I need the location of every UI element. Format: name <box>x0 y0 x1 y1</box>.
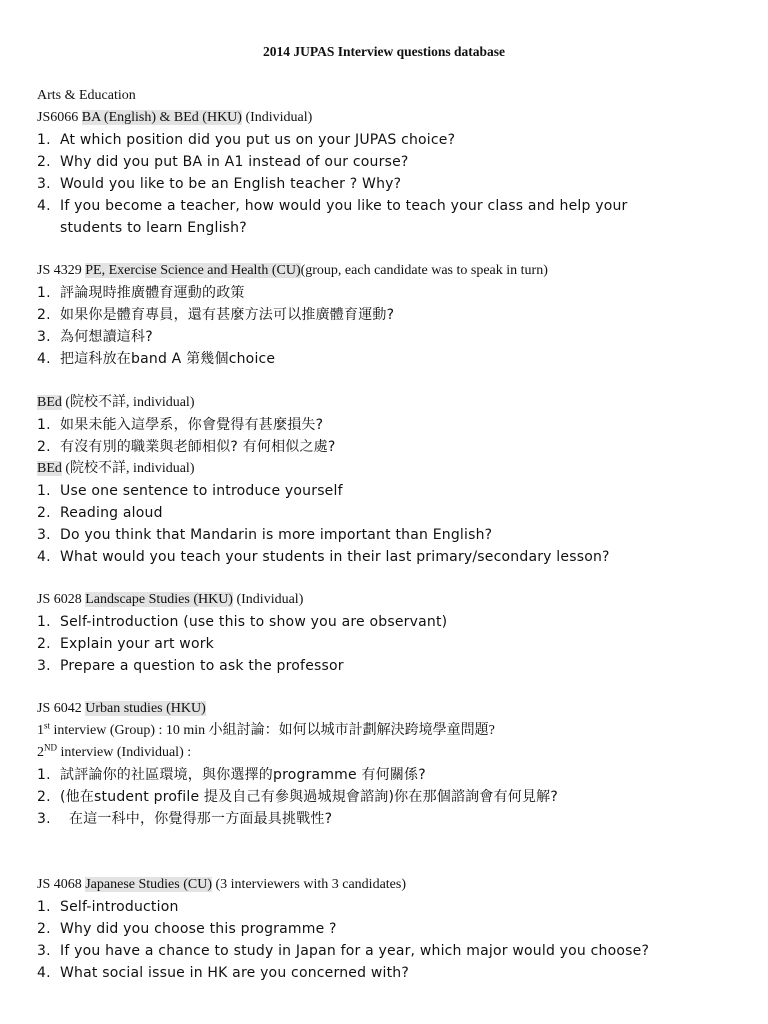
programme-header <box>37 700 206 718</box>
list-item: 2. 如果你是體育專員，還有甚麼方法可以推廣體育運動? <box>37 307 395 323</box>
programme-code: JS 4068 <box>37 877 82 892</box>
programme-name: Japanese Studies (CU) <box>85 877 212 892</box>
list-item: 1. Self-introduction (use this to show you are observant) <box>37 614 448 630</box>
list-item: 2. Why did you choose this programme ? <box>37 921 337 937</box>
interview-round-2: 2ND interview (Individual) : <box>37 742 192 760</box>
programme-note: (Individual) <box>245 110 313 125</box>
programme-name: Landscape Studies (HKU) <box>85 592 233 607</box>
list-item: 2. Explain your art work <box>37 636 214 652</box>
programme-name: BEd <box>37 395 62 410</box>
interview-round-1: 1st interview (Group) : 10 min 小組討論：如何以城市計劃解決跨境學童問題? <box>37 720 495 738</box>
list-item: 1. 評論現時推廣體育運動的政策 <box>37 285 245 301</box>
list-item: 4. If you become a teacher, how would you like to teach your class and help your <box>37 198 628 214</box>
list-item-continuation: students to learn English? <box>60 220 247 236</box>
list-item: 1. 試評論你的社區環境，與你選擇的programme 有何關係? <box>37 767 426 783</box>
programme-header <box>37 460 195 478</box>
programme-header <box>37 109 312 127</box>
list-item: 1. Use one sentence to introduce yourself <box>37 483 343 499</box>
programme-note: (3 interviewers with 3 candidates) <box>215 877 406 892</box>
list-item: 2. Why did you put BA in A1 instead of our course? <box>37 154 409 170</box>
list-item: 3. 為何想讀這科? <box>37 329 153 345</box>
list-item: 1. At which position did you put us on your JUPAS choice? <box>37 132 456 148</box>
page-title: 2014 JUPAS Interview questions database <box>262 44 505 59</box>
list-item: 3. 在這一科中，你覺得那一方面最具挑戰性? <box>37 811 333 827</box>
programme-name: BEd <box>37 461 62 476</box>
programme-note: (院校不詳, individual) <box>65 395 195 410</box>
programme-name: BA (English) & BEd (HKU) <box>81 110 242 125</box>
programme-header <box>37 394 195 412</box>
list-item: 3. Prepare a question to ask the professor <box>37 658 344 674</box>
programme-note: (Individual) <box>236 592 304 607</box>
list-item: 4. What social issue in HK are you concerned with? <box>37 965 409 981</box>
programme-code: JS 6028 <box>37 592 82 607</box>
list-item: 3. If you have a chance to study in Japan for a year, which major would you choose? <box>37 943 650 959</box>
programme-code: JS6066 <box>37 110 79 125</box>
list-item: 1. Self-introduction <box>37 899 179 915</box>
list-item: 3. Do you think that Mandarin is more important than English? <box>37 527 493 543</box>
list-item: 2. (他在student profile 提及自己有參與過城規會諮詢)你在那個諮詢會有何見解? <box>37 789 558 805</box>
programme-header <box>37 262 548 280</box>
programme-name: PE, Exercise Science and Health (CU) <box>85 263 301 278</box>
list-item: 4. What would you teach your students in their last primary/secondary lesson? <box>37 549 610 565</box>
list-item: 2. 有沒有別的職業與老師相似? 有何相似之處? <box>37 439 336 455</box>
programme-code: JS 4329 <box>37 263 82 278</box>
programme-name: Urban studies (HKU) <box>85 701 206 716</box>
programme-code: JS 6042 <box>37 701 82 716</box>
programme-note: (院校不詳, individual) <box>65 461 195 476</box>
list-item: 4. 把這科放在band A 第幾個choice <box>37 351 276 367</box>
list-item: 3. Would you like to be an English teacher ? Why? <box>37 176 402 192</box>
programme-header <box>37 876 406 894</box>
section-heading: Arts & Education <box>37 88 136 103</box>
list-item: 2. Reading aloud <box>37 505 163 521</box>
programme-note: (group, each candidate was to speak in turn) <box>300 263 548 278</box>
programme-header <box>37 591 303 609</box>
list-item: 1. 如果未能入這學系，你會覺得有甚麼損失? <box>37 417 324 433</box>
